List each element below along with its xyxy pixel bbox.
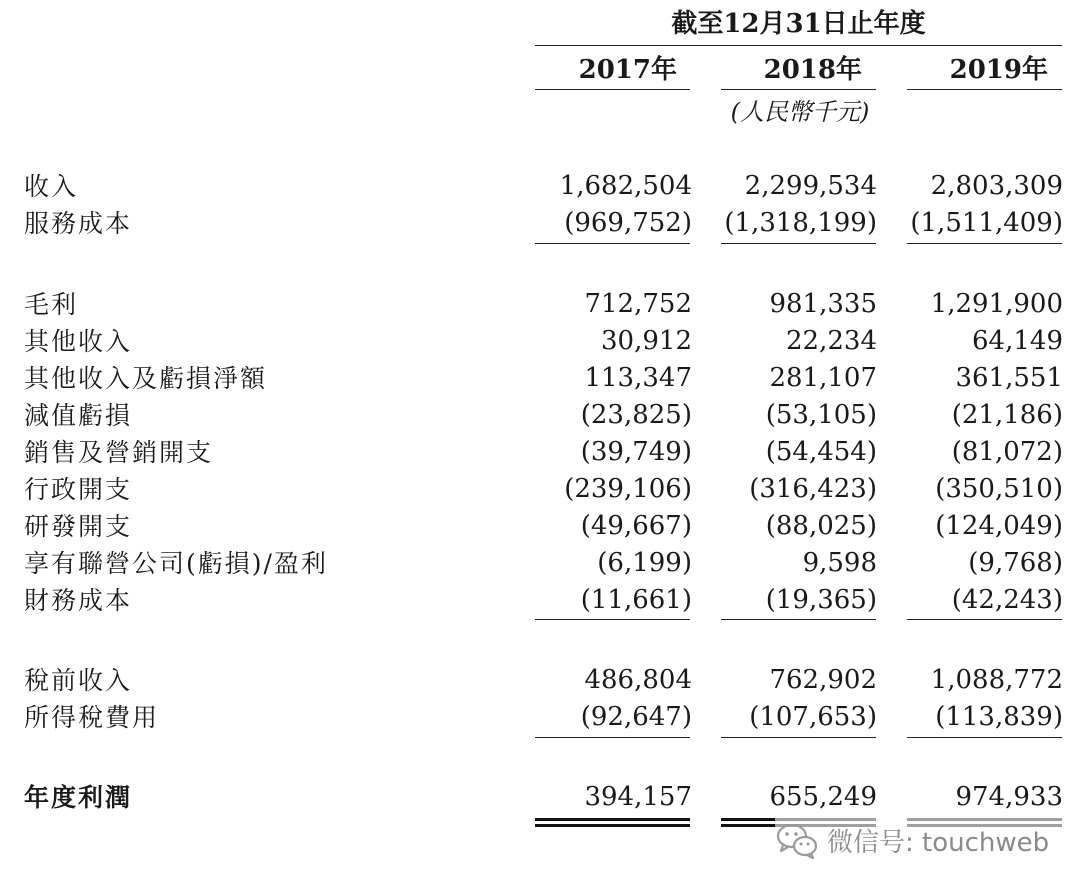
- value-2018: 2,299,534: [744, 171, 877, 201]
- subtotal-rule: [907, 243, 1062, 244]
- value-2019: (81,072): [951, 437, 1063, 467]
- row-label: 減值虧損: [24, 401, 133, 430]
- wechat-icon: [775, 820, 819, 860]
- table-row: [0, 545, 1080, 582]
- subtotal-rule: [535, 243, 690, 244]
- subtotal-rule: [535, 619, 690, 620]
- year-rule: [907, 89, 1062, 90]
- value-2017: (39,749): [580, 437, 692, 467]
- value-2019: (1,511,409): [910, 208, 1063, 238]
- year-rule: [535, 89, 690, 90]
- row-label: 銷售及營銷開支: [24, 438, 214, 467]
- watermark-text: 微信号: touchweb: [827, 827, 1050, 858]
- value-2019: (113,839): [935, 702, 1063, 732]
- value-2018: (19,365): [765, 585, 877, 615]
- table-row: [0, 471, 1080, 508]
- table-row: [0, 397, 1080, 434]
- value-2017: 1,682,504: [559, 171, 692, 201]
- value-2019: 361,551: [955, 363, 1063, 393]
- value-2017: (6,199): [597, 548, 692, 578]
- value-2018: 762,902: [769, 665, 877, 695]
- table-row: [0, 323, 1080, 360]
- row-label: 研發開支: [24, 512, 133, 541]
- table-row: [0, 360, 1080, 397]
- table-row: [0, 662, 1080, 699]
- row-label: 稅前收入: [24, 666, 133, 695]
- value-2017: (92,647): [580, 702, 692, 732]
- subtotal-rule: [721, 619, 876, 620]
- value-2019: 64,149: [972, 326, 1063, 356]
- value-2018: (88,025): [765, 511, 877, 541]
- value-2019: (124,049): [935, 511, 1063, 541]
- year-2017-header: 2017年: [578, 55, 677, 85]
- year-2019-header: 2019年: [949, 55, 1048, 85]
- value-2017: (969,752): [564, 208, 692, 238]
- row-label: 享有聯營公司(虧損)/盈利: [24, 549, 328, 578]
- value-2017: 486,804: [584, 665, 692, 695]
- value-2017: (49,667): [580, 511, 692, 541]
- value-2018: 981,335: [769, 289, 877, 319]
- table-row: [0, 434, 1080, 471]
- value-2018: (53,105): [765, 400, 877, 430]
- value-2018: 655,249: [769, 782, 877, 812]
- value-2018: 281,107: [769, 363, 877, 393]
- value-2018: (1,318,199): [724, 208, 877, 238]
- year-2018-header: 2018年: [763, 55, 862, 85]
- subtotal-rule: [907, 737, 1062, 738]
- value-2018: (107,653): [749, 702, 877, 732]
- table-row: [0, 699, 1080, 736]
- total-double-rule: [535, 818, 690, 827]
- row-label: 所得稅費用: [24, 703, 160, 732]
- value-2019: (42,243): [951, 585, 1063, 615]
- row-label: 財務成本: [24, 586, 133, 615]
- value-2019: 1,291,900: [930, 289, 1063, 319]
- row-label: 行政開支: [24, 475, 133, 504]
- value-2017: 394,157: [584, 782, 692, 812]
- value-2019: (9,768): [968, 548, 1063, 578]
- value-2019: 1,088,772: [930, 665, 1063, 695]
- row-label: 其他收入及虧損淨額: [24, 364, 268, 393]
- table-row: [0, 205, 1080, 242]
- period-header: 截至12月31日止年度: [671, 9, 926, 39]
- value-2017: 712,752: [584, 289, 692, 319]
- value-2017: 30,912: [601, 326, 692, 356]
- subtotal-rule: [907, 619, 1062, 620]
- value-2018: 22,234: [786, 326, 877, 356]
- value-2017: 113,347: [584, 363, 692, 393]
- subtotal-rule: [721, 243, 876, 244]
- value-2018: (54,454): [765, 437, 877, 467]
- value-2019: 974,933: [955, 782, 1063, 812]
- value-2018: 9,598: [802, 548, 877, 578]
- row-label: 毛利: [24, 290, 79, 319]
- row-label: 收入: [24, 172, 79, 201]
- row-label: 年度利潤: [24, 783, 133, 812]
- table-row: [0, 508, 1080, 545]
- row-label: 服務成本: [24, 209, 133, 238]
- currency-unit: (人民幣千元): [730, 98, 870, 126]
- value-2018: (316,423): [749, 474, 877, 504]
- value-2017: (23,825): [580, 400, 692, 430]
- subtotal-rule: [721, 737, 876, 738]
- table-row: [0, 168, 1080, 205]
- value-2019: 2,803,309: [930, 171, 1063, 201]
- watermark: [775, 815, 1065, 865]
- table-row-total: [0, 779, 1080, 816]
- value-2017: (11,661): [580, 585, 692, 615]
- period-rule: [535, 45, 1062, 46]
- value-2019: (21,186): [951, 400, 1063, 430]
- table-row: [0, 286, 1080, 323]
- table-row: [0, 582, 1080, 619]
- subtotal-rule: [535, 737, 690, 738]
- row-label: 其他收入: [24, 327, 133, 356]
- value-2017: (239,106): [564, 474, 692, 504]
- value-2019: (350,510): [935, 474, 1063, 504]
- year-rule: [721, 89, 876, 90]
